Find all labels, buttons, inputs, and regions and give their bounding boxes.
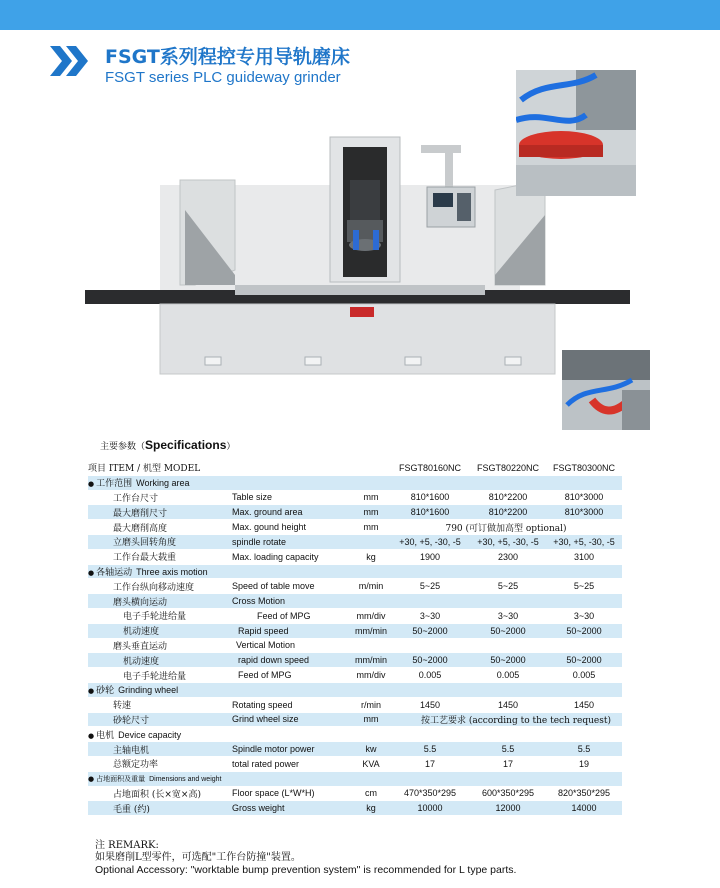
table-cell: 电子手轮进给量 — [123, 671, 187, 682]
section-label: 占地面积及重量 — [96, 774, 146, 783]
section-three-axis-motion — [88, 565, 622, 579]
table-cell: 立磨头回转角度 — [88, 535, 232, 549]
table-row — [88, 801, 622, 815]
table-cell: FSGT80220NC — [476, 462, 540, 473]
table-cell — [352, 594, 390, 608]
table-row — [88, 520, 622, 534]
table-cell: mm/min — [352, 624, 390, 638]
table-cell: 1450 — [419, 699, 441, 710]
table-cell: 14000 — [546, 801, 622, 815]
table-header-row — [88, 461, 622, 475]
table-cell: 工作台尺寸 — [113, 493, 159, 504]
table-cell: 820*350*295 — [557, 788, 611, 799]
table-cell: 最大磨削高度 — [113, 523, 168, 534]
table-cell: 毛重 (约) — [88, 801, 232, 815]
table-row — [88, 535, 622, 549]
table-row — [88, 594, 622, 608]
table-cell: 0.005 — [418, 670, 442, 681]
table-row — [88, 713, 622, 727]
table-cell: 810*2200 — [470, 505, 546, 519]
table-cell: 占地面积 (长×宽×高) — [113, 789, 201, 800]
table-cell: 50~2000 — [390, 653, 470, 667]
table-cell: 项目 ITEM / 机型 MODEL — [88, 464, 201, 475]
bullet-icon: ● — [88, 568, 95, 577]
section-grinding-wheel — [88, 683, 622, 697]
table-cell: 最大磨削尺寸 — [88, 505, 232, 519]
table-cell: FSGT80160NC — [398, 462, 462, 473]
table-cell: 810*3000 — [564, 492, 604, 503]
table-cell: rapid down speed — [232, 653, 352, 667]
double-chevron-icon — [50, 46, 90, 76]
table-row — [88, 491, 622, 505]
table-cell: spindle rotate — [232, 535, 352, 549]
table-cell: 5~25 — [419, 581, 441, 592]
table-cell: 810*1600 — [410, 492, 450, 503]
section-label: 电机 — [96, 730, 115, 741]
table-cell: 5~25 — [497, 581, 519, 592]
table-cell: 机动速度 — [88, 653, 232, 667]
table-cell: 810*2200 — [488, 492, 528, 503]
table-cell: m/min — [358, 581, 384, 592]
table-cell: 转速 — [113, 701, 132, 712]
table-cell: 3~30 — [573, 610, 595, 621]
table-cell: 工作台纵向移动速度 — [113, 582, 195, 593]
page-title-cn: FSGT系列程控专用导轨磨床 — [105, 46, 350, 68]
table-cell: Table size — [232, 492, 273, 503]
table-row — [88, 624, 622, 638]
specifications-table — [88, 460, 622, 816]
table-cell: FSGT80300NC — [552, 462, 616, 473]
table-cell: 5.5 — [470, 742, 546, 756]
table-cell: 总额定功率 — [113, 760, 159, 771]
table-cell: 810*3000 — [546, 505, 622, 519]
table-cell: 按工艺要求 (according to the tech request) — [390, 713, 622, 727]
section-working-area — [88, 476, 622, 490]
section-label: Working area — [136, 478, 190, 489]
table-row — [88, 550, 622, 564]
section-label: 砂轮 — [96, 686, 115, 697]
table-cell: 主轴电机 — [88, 742, 232, 756]
table-cell: mm — [352, 713, 390, 727]
table-cell: 0.005 — [496, 670, 520, 681]
table-cell — [88, 683, 622, 697]
table-cell: Max. gound height — [232, 522, 307, 533]
table-cell: 50~2000 — [546, 653, 622, 667]
section-label: Grinding wheel — [118, 685, 179, 696]
table-cell: 3~30 — [497, 610, 519, 621]
bullet-icon: ● — [88, 687, 95, 696]
table-cell: Speed of table move — [232, 581, 315, 592]
table-cell: Spindle motor power — [232, 742, 352, 756]
table-row — [88, 653, 622, 667]
table-cell: cm — [365, 788, 377, 799]
table-cell: kg — [366, 551, 376, 562]
table-cell: 17 — [502, 758, 513, 769]
table-cell — [390, 639, 470, 653]
table-cell: 12000 — [470, 801, 546, 815]
table-cell: 5.5 — [390, 742, 470, 756]
table-cell: Rotating speed — [232, 699, 293, 710]
table-cell: KVA — [362, 758, 380, 769]
section-dimensions-weight — [88, 772, 622, 786]
remark-label: 注 REMARK: — [95, 840, 159, 851]
table-row — [88, 505, 622, 519]
table-cell: mm — [363, 522, 379, 533]
table-cell: Grind wheel size — [232, 713, 352, 727]
table-cell: 810*1600 — [390, 505, 470, 519]
remark-text-cn: 如果磨削L型零件，可选配"工作台防撞"装置。 — [95, 852, 301, 863]
bullet-icon: ● — [88, 480, 95, 489]
table-cell: Gross weight — [232, 801, 352, 815]
table-row — [88, 787, 622, 801]
table-cell: 电子手轮进给量 — [123, 612, 187, 623]
table-cell: kg — [352, 801, 390, 815]
table-cell: Cross Motion — [232, 594, 352, 608]
specifications-heading: 主要参数（Specifications） — [100, 438, 236, 452]
table-cell: Floor space (L*W*H) — [232, 788, 315, 799]
table-cell: 0.005 — [572, 670, 596, 681]
table-cell: 600*350*295 — [481, 788, 535, 799]
table-cell: 1450 — [573, 699, 595, 710]
table-cell: 机动速度 — [88, 624, 232, 638]
table-cell: Rapid speed — [232, 624, 352, 638]
bullet-icon: ● — [88, 774, 95, 783]
table-cell: mm — [363, 492, 379, 503]
section-device-capacity — [88, 727, 622, 741]
table-cell: +30, +5, -30, -5 — [390, 535, 470, 549]
table-cell: 10000 — [390, 801, 470, 815]
bullet-icon: ● — [88, 731, 95, 740]
table-cell — [546, 594, 622, 608]
table-cell — [352, 639, 390, 653]
table-cell: total rated power — [232, 758, 300, 769]
table-cell — [352, 535, 390, 549]
table-cell: 50~2000 — [470, 624, 546, 638]
table-cell — [88, 727, 622, 741]
grinding-wheel-closeup-photo — [516, 70, 636, 196]
table-row — [88, 742, 622, 756]
section-label: Device capacity — [118, 729, 182, 740]
section-label: 工作范围 — [96, 479, 133, 490]
table-row — [88, 639, 622, 653]
table-cell: mm/min — [352, 653, 390, 667]
table-cell: 50~2000 — [546, 624, 622, 638]
table-cell: 19 — [578, 758, 589, 769]
remark-text-en: Optional Accessory: "worktable bump prevention system" is recommended for L type parts. — [95, 864, 517, 876]
table-cell: 3~30 — [419, 610, 441, 621]
table-cell: 5.5 — [546, 742, 622, 756]
table-cell: 工作台最大载重 — [113, 553, 177, 564]
table-cell: mm/div — [356, 610, 386, 621]
table-cell: 1900 — [419, 551, 441, 562]
table-cell — [88, 772, 622, 786]
section-label: Dimensions and weight — [149, 775, 222, 783]
table-cell: 砂轮尺寸 — [88, 713, 232, 727]
table-cell: Max. ground area — [232, 505, 352, 519]
table-cell: mm — [352, 505, 390, 519]
table-cell: mm/div — [356, 670, 386, 681]
table-cell: 470*350*295 — [403, 788, 457, 799]
table-cell: +30, +5, -30, -5 — [470, 535, 546, 549]
table-cell — [88, 565, 622, 579]
table-row — [88, 757, 622, 771]
table-cell: 50~2000 — [390, 624, 470, 638]
table-row — [88, 668, 622, 682]
spindle-closeup-photo — [562, 350, 650, 430]
table-cell — [470, 639, 546, 653]
table-cell: 17 — [424, 758, 435, 769]
table-row — [88, 609, 622, 623]
table-cell: 5~25 — [573, 581, 595, 592]
table-cell: Max. loading capacity — [232, 551, 319, 562]
table-cell: 50~2000 — [470, 653, 546, 667]
top-color-bar — [0, 0, 720, 30]
table-cell: kw — [352, 742, 390, 756]
section-label: 各轴运动 — [96, 567, 133, 578]
table-cell: 2300 — [497, 551, 519, 562]
table-cell — [390, 594, 470, 608]
table-cell: +30, +5, -30, -5 — [546, 535, 622, 549]
table-row — [88, 698, 622, 712]
table-row — [88, 579, 622, 593]
table-cell — [88, 476, 622, 490]
page-title-en: FSGT series PLC guideway grinder — [105, 69, 341, 86]
table-cell: 磨头垂直运动 — [113, 641, 168, 652]
table-cell: 磨头横向运动 — [88, 594, 232, 608]
section-label: Three axis motion — [136, 566, 208, 577]
table-cell: Feed of MPG — [257, 610, 311, 621]
table-cell — [546, 639, 622, 653]
table-cell: Vertical Motion — [236, 640, 296, 651]
table-cell — [470, 594, 546, 608]
table-cell: 790 (可订做加高型 optional) — [445, 523, 567, 534]
table-cell: 1450 — [497, 699, 519, 710]
table-cell: r/min — [361, 699, 381, 710]
table-cell: Feed of MPG — [238, 670, 292, 681]
table-cell: 3100 — [573, 551, 595, 562]
remark-block — [95, 840, 516, 876]
